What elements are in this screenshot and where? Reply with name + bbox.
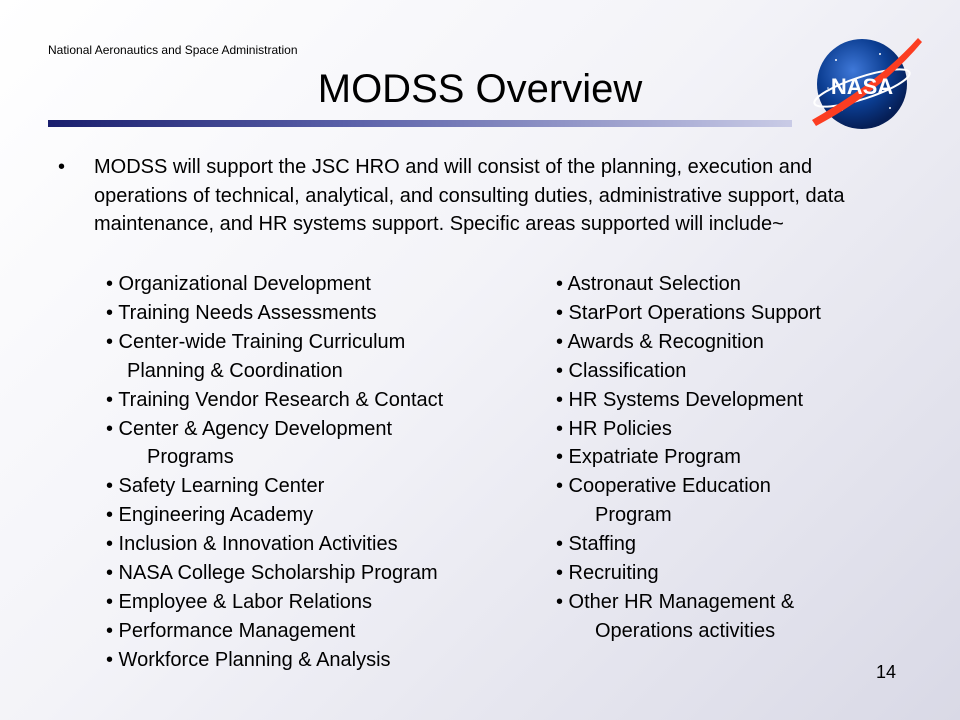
list-item: • Training Needs Assessments <box>106 301 377 324</box>
title-divider <box>48 120 792 127</box>
list-item: • Awards & Recognition <box>556 330 764 353</box>
list-item: • Other HR Management & <box>556 590 795 613</box>
left-services-list <box>106 270 546 675</box>
list-item: • Organizational Development <box>106 273 371 295</box>
list-item: • Engineering Academy <box>106 504 314 527</box>
intro-paragraph <box>58 153 848 239</box>
list-item: • Performance Management <box>106 619 356 642</box>
intro-bullet: • <box>58 156 66 178</box>
list-item: • StarPort Operations Support <box>556 301 821 324</box>
list-item: • Safety Learning Center <box>106 475 325 498</box>
slide-title: MODSS Overview <box>317 67 643 111</box>
list-item: • HR Policies <box>556 417 672 440</box>
page-number: 14 <box>876 662 897 682</box>
right-services-list <box>556 270 896 646</box>
list-item-continuation: Operations activities <box>595 619 776 642</box>
list-item: • Expatriate Program <box>556 446 741 469</box>
list-item-continuation: Program <box>595 504 672 527</box>
list-item: • Workforce Planning & Analysis <box>106 648 391 671</box>
list-item-continuation: Planning & Coordination <box>127 359 343 382</box>
list-item: • Classification <box>556 359 687 382</box>
list-item: • HR Systems Development <box>556 388 804 411</box>
list-item: • Center-wide Training Curriculum <box>106 330 406 353</box>
nasa-logo-text: NASA <box>830 74 894 99</box>
list-item: • Training Vendor Research & Contact <box>106 388 444 411</box>
list-item: • Inclusion & Innovation Activities <box>106 533 398 556</box>
list-item: • NASA College Scholarship Program <box>106 562 438 585</box>
list-item: • Staffing <box>556 533 637 556</box>
agency-name: National Aeronautics and Space Administration <box>48 43 298 57</box>
nasa-logo <box>806 30 922 134</box>
list-item: • Center & Agency Development <box>106 417 393 440</box>
list-item: • Astronaut Selection <box>556 273 741 295</box>
list-item: • Employee & Labor Relations <box>106 590 373 613</box>
list-item-continuation: Programs <box>147 446 234 469</box>
intro-text: MODSS will support the JSC HRO and will consist of the planning, execution and operations of technical, analytical, and consulting duties, administrative support, data maintenance, and HR systems support. Specific areas supported will include~ <box>94 156 845 235</box>
list-item: • Recruiting <box>556 562 659 585</box>
list-item: • Cooperative Education <box>556 475 771 498</box>
